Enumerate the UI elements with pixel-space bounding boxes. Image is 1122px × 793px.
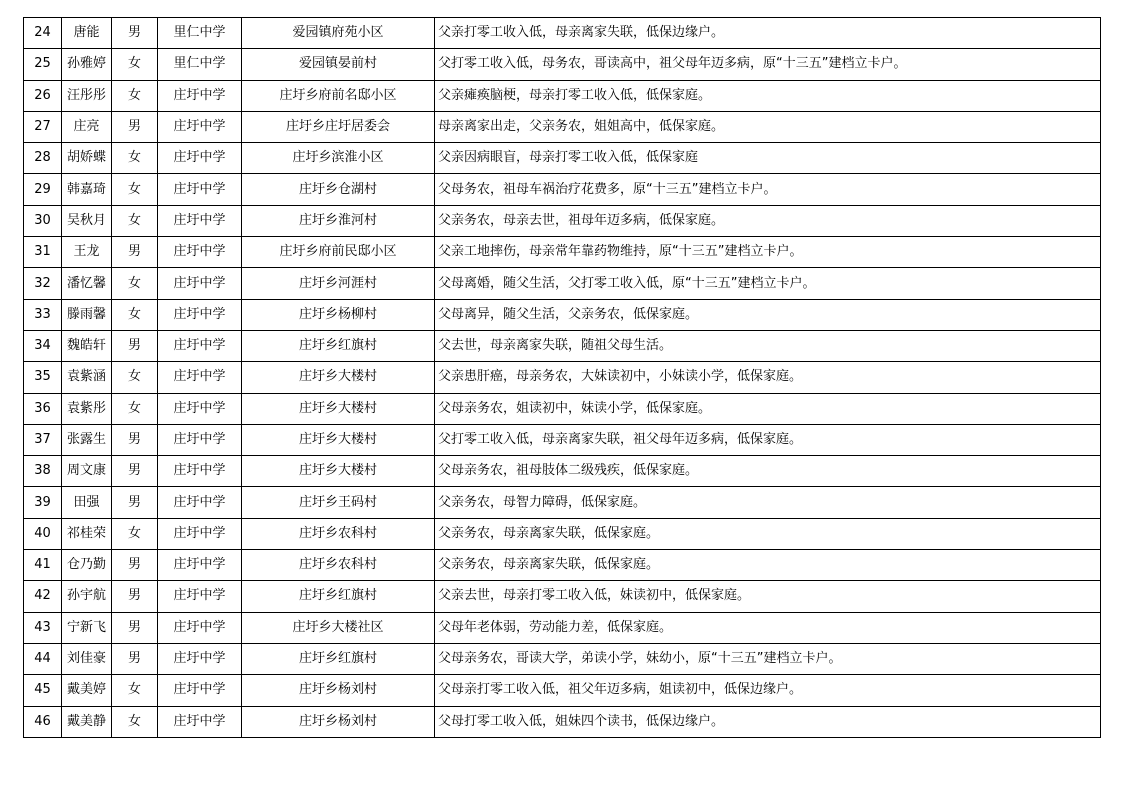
address-cell: 庄圩乡府前名邸小区	[242, 80, 435, 111]
school-cell: 庄圩中学	[158, 456, 242, 487]
gender-cell: 女	[112, 174, 158, 205]
table-row	[24, 18, 1101, 49]
row-number-cell: 33	[24, 299, 62, 330]
name-cell: 袁紫彤	[62, 393, 112, 424]
school-cell: 庄圩中学	[158, 330, 242, 361]
table-row	[24, 143, 1101, 174]
gender-cell: 男	[112, 456, 158, 487]
name-cell: 袁紫涵	[62, 362, 112, 393]
row-number-cell: 41	[24, 550, 62, 581]
reason-cell: 父母亲务农，哥读大学，弟读小学，妹幼小，原“十三五”建档立卡户。	[435, 643, 1101, 674]
address-cell: 庄圩乡大楼村	[242, 456, 435, 487]
row-number-cell: 35	[24, 362, 62, 393]
school-cell: 庄圩中学	[158, 393, 242, 424]
gender-cell: 男	[112, 237, 158, 268]
row-number-cell: 43	[24, 612, 62, 643]
reason-cell: 父母离异，随父生活，父亲务农，低保家庭。	[435, 299, 1101, 330]
gender-cell: 男	[112, 550, 158, 581]
gender-cell: 男	[112, 111, 158, 142]
name-cell: 田强	[62, 487, 112, 518]
table-row	[24, 675, 1101, 706]
reason-cell: 父母打零工收入低，姐妹四个读书，低保边缘户。	[435, 706, 1101, 737]
reason-cell: 父亲打零工收入低，母亲离家失联，低保边缘户。	[435, 18, 1101, 49]
school-cell: 庄圩中学	[158, 237, 242, 268]
row-number-cell: 42	[24, 581, 62, 612]
name-cell: 祁桂荣	[62, 518, 112, 549]
name-cell: 刘佳豪	[62, 643, 112, 674]
row-number-cell: 28	[24, 143, 62, 174]
reason-cell: 父去世，母亲离家失联，随祖父母生活。	[435, 330, 1101, 361]
table-row	[24, 205, 1101, 236]
table-row	[24, 706, 1101, 737]
name-cell: 孙宇航	[62, 581, 112, 612]
row-number-cell: 37	[24, 424, 62, 455]
name-cell: 潘忆馨	[62, 268, 112, 299]
row-number-cell: 39	[24, 487, 62, 518]
school-cell: 庄圩中学	[158, 550, 242, 581]
reason-cell: 父母务农，祖母车祸治疗花费多，原“十三五”建档立卡户。	[435, 174, 1101, 205]
reason-cell: 父亲因病眼盲，母亲打零工收入低，低保家庭	[435, 143, 1101, 174]
row-number-cell: 45	[24, 675, 62, 706]
table-row	[24, 362, 1101, 393]
table-row	[24, 49, 1101, 80]
name-cell: 宁新飞	[62, 612, 112, 643]
row-number-cell: 46	[24, 706, 62, 737]
table-row	[24, 612, 1101, 643]
row-number-cell: 27	[24, 111, 62, 142]
gender-cell: 女	[112, 518, 158, 549]
row-number-cell: 24	[24, 18, 62, 49]
address-cell: 庄圩乡大楼村	[242, 362, 435, 393]
address-cell: 庄圩乡农科村	[242, 518, 435, 549]
gender-cell: 女	[112, 268, 158, 299]
row-number-cell: 25	[24, 49, 62, 80]
table-row	[24, 174, 1101, 205]
school-cell: 庄圩中学	[158, 612, 242, 643]
school-cell: 庄圩中学	[158, 362, 242, 393]
address-cell: 庄圩乡杨刘村	[242, 675, 435, 706]
reason-cell: 父亲患肝癌，母亲务农，大妹读初中，小妹读小学，低保家庭。	[435, 362, 1101, 393]
table-row	[24, 643, 1101, 674]
table-row	[24, 80, 1101, 111]
school-cell: 庄圩中学	[158, 706, 242, 737]
name-cell: 孙雅婷	[62, 49, 112, 80]
reason-cell: 父打零工收入低，母亲离家失联，祖父母年迈多病，低保家庭。	[435, 424, 1101, 455]
name-cell: 庄亮	[62, 111, 112, 142]
address-cell: 庄圩乡府前民邸小区	[242, 237, 435, 268]
gender-cell: 男	[112, 487, 158, 518]
reason-cell: 父亲务农，母亲离家失联，低保家庭。	[435, 550, 1101, 581]
reason-cell: 父母亲打零工收入低，祖父年迈多病，姐读初中，低保边缘户。	[435, 675, 1101, 706]
school-cell: 里仁中学	[158, 18, 242, 49]
school-cell: 庄圩中学	[158, 424, 242, 455]
gender-cell: 女	[112, 393, 158, 424]
row-number-cell: 44	[24, 643, 62, 674]
school-cell: 庄圩中学	[158, 675, 242, 706]
address-cell: 庄圩乡淮河村	[242, 205, 435, 236]
table-row	[24, 487, 1101, 518]
address-cell: 庄圩乡大楼村	[242, 424, 435, 455]
name-cell: 滕雨馨	[62, 299, 112, 330]
school-cell: 庄圩中学	[158, 581, 242, 612]
gender-cell: 女	[112, 706, 158, 737]
reason-cell: 父亲务农，母亲去世，祖母年迈多病，低保家庭。	[435, 205, 1101, 236]
address-cell: 庄圩乡大楼社区	[242, 612, 435, 643]
table-row	[24, 581, 1101, 612]
reason-cell: 母亲离家出走，父亲务农，姐姐高中，低保家庭。	[435, 111, 1101, 142]
name-cell: 周文康	[62, 456, 112, 487]
gender-cell: 女	[112, 299, 158, 330]
school-cell: 庄圩中学	[158, 487, 242, 518]
table-row	[24, 550, 1101, 581]
address-cell: 庄圩乡农科村	[242, 550, 435, 581]
student-aid-table	[23, 17, 1101, 738]
row-number-cell: 38	[24, 456, 62, 487]
school-cell: 庄圩中学	[158, 174, 242, 205]
gender-cell: 女	[112, 205, 158, 236]
reason-cell: 父母离婚，随父生活，父打零工收入低，原“十三五”建档立卡户。	[435, 268, 1101, 299]
school-cell: 庄圩中学	[158, 80, 242, 111]
name-cell: 戴美静	[62, 706, 112, 737]
table-row	[24, 111, 1101, 142]
reason-cell: 父母亲务农，祖母肢体二级残疾，低保家庭。	[435, 456, 1101, 487]
address-cell: 爱园镇府苑小区	[242, 18, 435, 49]
name-cell: 戴美婷	[62, 675, 112, 706]
table-body	[24, 18, 1101, 738]
name-cell: 魏皓轩	[62, 330, 112, 361]
gender-cell: 女	[112, 49, 158, 80]
address-cell: 庄圩乡红旗村	[242, 581, 435, 612]
address-cell: 庄圩乡杨刘村	[242, 706, 435, 737]
school-cell: 里仁中学	[158, 49, 242, 80]
row-number-cell: 36	[24, 393, 62, 424]
reason-cell: 父母年老体弱，劳动能力差，低保家庭。	[435, 612, 1101, 643]
name-cell: 唐能	[62, 18, 112, 49]
address-cell: 庄圩乡红旗村	[242, 643, 435, 674]
reason-cell: 父亲瘫痪脑梗，母亲打零工收入低，低保家庭。	[435, 80, 1101, 111]
table-row	[24, 424, 1101, 455]
name-cell: 张露生	[62, 424, 112, 455]
gender-cell: 男	[112, 643, 158, 674]
row-number-cell: 26	[24, 80, 62, 111]
name-cell: 王龙	[62, 237, 112, 268]
reason-cell: 父亲务农，母亲离家失联，低保家庭。	[435, 518, 1101, 549]
school-cell: 庄圩中学	[158, 268, 242, 299]
table-row	[24, 456, 1101, 487]
gender-cell: 男	[112, 18, 158, 49]
name-cell: 吴秋月	[62, 205, 112, 236]
row-number-cell: 29	[24, 174, 62, 205]
table-row	[24, 330, 1101, 361]
reason-cell: 父亲工地摔伤，母亲常年靠药物维持，原“十三五”建档立卡户。	[435, 237, 1101, 268]
gender-cell: 男	[112, 581, 158, 612]
school-cell: 庄圩中学	[158, 518, 242, 549]
gender-cell: 女	[112, 143, 158, 174]
gender-cell: 男	[112, 612, 158, 643]
table-row	[24, 237, 1101, 268]
gender-cell: 男	[112, 424, 158, 455]
school-cell: 庄圩中学	[158, 143, 242, 174]
name-cell: 韩嘉琦	[62, 174, 112, 205]
address-cell: 庄圩乡庄圩居委会	[242, 111, 435, 142]
reason-cell: 父打零工收入低，母务农，哥读高中，祖父母年迈多病，原“十三五”建档立卡户。	[435, 49, 1101, 80]
row-number-cell: 31	[24, 237, 62, 268]
table-row	[24, 268, 1101, 299]
school-cell: 庄圩中学	[158, 205, 242, 236]
address-cell: 爱园镇晏前村	[242, 49, 435, 80]
gender-cell: 女	[112, 675, 158, 706]
gender-cell: 男	[112, 330, 158, 361]
name-cell: 胡娇蝶	[62, 143, 112, 174]
name-cell: 仓乃勤	[62, 550, 112, 581]
address-cell: 庄圩乡滨淮小区	[242, 143, 435, 174]
address-cell: 庄圩乡杨柳村	[242, 299, 435, 330]
gender-cell: 女	[112, 362, 158, 393]
name-cell: 汪彤彤	[62, 80, 112, 111]
row-number-cell: 34	[24, 330, 62, 361]
school-cell: 庄圩中学	[158, 111, 242, 142]
address-cell: 庄圩乡仓湖村	[242, 174, 435, 205]
row-number-cell: 40	[24, 518, 62, 549]
address-cell: 庄圩乡红旗村	[242, 330, 435, 361]
row-number-cell: 30	[24, 205, 62, 236]
table-row	[24, 518, 1101, 549]
address-cell: 庄圩乡河涯村	[242, 268, 435, 299]
address-cell: 庄圩乡大楼村	[242, 393, 435, 424]
table-row	[24, 393, 1101, 424]
gender-cell: 女	[112, 80, 158, 111]
reason-cell: 父亲务农，母智力障碍，低保家庭。	[435, 487, 1101, 518]
reason-cell: 父母亲务农，姐读初中，妹读小学，低保家庭。	[435, 393, 1101, 424]
reason-cell: 父亲去世，母亲打零工收入低，妹读初中，低保家庭。	[435, 581, 1101, 612]
table-row	[24, 299, 1101, 330]
school-cell: 庄圩中学	[158, 299, 242, 330]
school-cell: 庄圩中学	[158, 643, 242, 674]
row-number-cell: 32	[24, 268, 62, 299]
address-cell: 庄圩乡王码村	[242, 487, 435, 518]
